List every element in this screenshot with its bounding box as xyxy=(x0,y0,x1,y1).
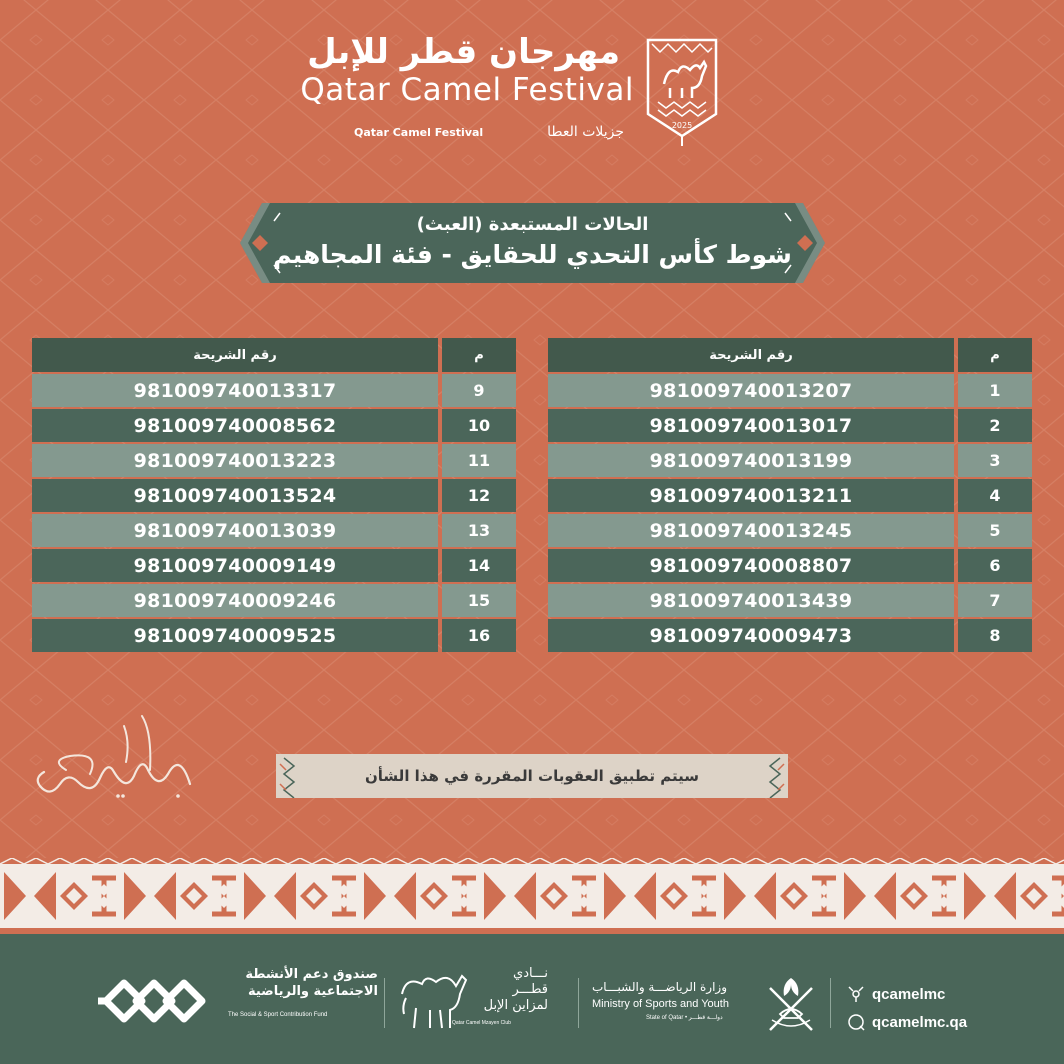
row-index: 7 xyxy=(958,584,1032,617)
festival-subtitle-ar: جزيلات العطا xyxy=(547,124,624,140)
fund-chain-icon xyxy=(96,976,222,1026)
row-index: 16 xyxy=(442,619,516,652)
table-header xyxy=(32,338,516,372)
table-row xyxy=(32,549,516,582)
mzayen-club-logo xyxy=(396,964,556,1044)
row-index: 15 xyxy=(442,584,516,617)
footer-divider xyxy=(578,978,579,1028)
table-row xyxy=(32,479,516,512)
emblem-year: 2025 xyxy=(671,121,693,130)
row-index: 4 xyxy=(958,479,1032,512)
table-row xyxy=(548,374,1032,407)
table-row xyxy=(548,549,1032,582)
row-index: 1 xyxy=(958,374,1032,407)
social-platforms-icon xyxy=(846,984,866,1004)
club-name-ar-line2: لمزاين الإبل xyxy=(483,998,548,1013)
row-index: 2 xyxy=(958,409,1032,442)
header-chip-number: رقم الشريحة xyxy=(548,338,954,372)
table-row xyxy=(32,444,516,477)
chip-number: 981009740008562 xyxy=(32,409,438,442)
row-index: 6 xyxy=(958,549,1032,582)
chip-number: 981009740013524 xyxy=(32,479,438,512)
table-row xyxy=(548,444,1032,477)
social-links xyxy=(846,982,1046,1038)
chip-number: 981009740013039 xyxy=(32,514,438,547)
ministry-logo xyxy=(592,974,820,1044)
chip-number: 981009740009525 xyxy=(32,619,438,652)
club-name-ar xyxy=(478,966,548,1014)
ministry-name-ar: وزارة الرياضـــة والشبـــاب xyxy=(592,980,728,994)
penalty-note-text: سيتم تطبيق العقوبات المقررة في هذا الشأن xyxy=(364,767,699,785)
penalty-note-banner xyxy=(276,754,788,798)
festival-name-ar: مهرجان قطر للإبل xyxy=(307,32,620,72)
ministry-state: State of Qatar • دولـــة قطـــر xyxy=(646,1015,723,1021)
sadu-pattern-band xyxy=(0,858,1064,934)
festival-logo xyxy=(300,30,720,155)
row-index: 8 xyxy=(958,619,1032,652)
camel-emblem-icon xyxy=(644,36,720,148)
table-row xyxy=(32,374,516,407)
chip-number: 981009740009473 xyxy=(548,619,954,652)
chip-table-right xyxy=(548,338,1032,654)
website-link[interactable] xyxy=(846,1010,1046,1034)
title-ribbon xyxy=(240,203,825,283)
globe-icon xyxy=(846,1012,866,1032)
header-index: م xyxy=(442,338,516,372)
chip-number: 981009740013207 xyxy=(548,374,954,407)
chip-number: 981009740013439 xyxy=(548,584,954,617)
chip-number: 981009740008807 xyxy=(548,549,954,582)
row-index: 10 xyxy=(442,409,516,442)
chip-number: 981009740009149 xyxy=(32,549,438,582)
club-name-ar-line1: نـــادي قطـــر xyxy=(512,966,548,997)
table-row xyxy=(548,409,1032,442)
header-index: م xyxy=(958,338,1032,372)
footer xyxy=(0,934,1064,1064)
ministry-name-en: Ministry of Sports and Youth xyxy=(592,998,729,1010)
festival-name-en: Qatar Camel Festival xyxy=(300,72,634,108)
footer-divider xyxy=(830,978,831,1028)
calligraphy-signature xyxy=(30,712,205,802)
table-row xyxy=(32,584,516,617)
chip-number: 981009740013245 xyxy=(548,514,954,547)
title-line-1: الحالات المستبعدة (العبث) xyxy=(416,214,649,235)
table-row xyxy=(548,619,1032,652)
festival-subtitle-en: Qatar Camel Festival xyxy=(354,126,484,139)
row-index: 5 xyxy=(958,514,1032,547)
chip-number: 981009740009246 xyxy=(32,584,438,617)
club-name-en: Qatar Camel Mzayen Club xyxy=(452,1020,511,1026)
chip-number: 981009740013199 xyxy=(548,444,954,477)
chip-number: 981009740013223 xyxy=(32,444,438,477)
chip-number: 981009740013017 xyxy=(548,409,954,442)
table-header xyxy=(548,338,1032,372)
contribution-fund-logo xyxy=(96,966,376,1046)
table-row xyxy=(548,584,1032,617)
fund-name-ar-line1: صندوق دعم الأنشطة xyxy=(245,967,378,982)
social-handle: qcamelmc xyxy=(872,985,946,1003)
table-row xyxy=(548,479,1032,512)
qatar-emblem-icon xyxy=(762,974,820,1036)
fund-name-en: The Social & Sport Contribution Fund xyxy=(228,1012,328,1018)
table-row xyxy=(32,409,516,442)
row-index: 14 xyxy=(442,549,516,582)
title-line-2: شوط كأس التحدي للحقايق - فئة المجاهيم xyxy=(273,240,792,269)
social-handle-link[interactable] xyxy=(846,982,1046,1006)
row-index: 12 xyxy=(442,479,516,512)
fund-name-ar-line2: الاجتماعية والرياضية xyxy=(247,984,378,999)
table-row xyxy=(32,514,516,547)
row-index: 13 xyxy=(442,514,516,547)
chip-table-left xyxy=(32,338,516,654)
footer-divider xyxy=(384,978,385,1028)
table-row xyxy=(548,514,1032,547)
fund-name-ar xyxy=(228,966,378,1000)
row-index: 3 xyxy=(958,444,1032,477)
row-index: 9 xyxy=(442,374,516,407)
header-chip-number: رقم الشريحة xyxy=(32,338,438,372)
row-index: 11 xyxy=(442,444,516,477)
website-url: qcamelmc.qa xyxy=(872,1013,968,1031)
table-row xyxy=(32,619,516,652)
chip-number: 981009740013211 xyxy=(548,479,954,512)
chip-number: 981009740013317 xyxy=(32,374,438,407)
